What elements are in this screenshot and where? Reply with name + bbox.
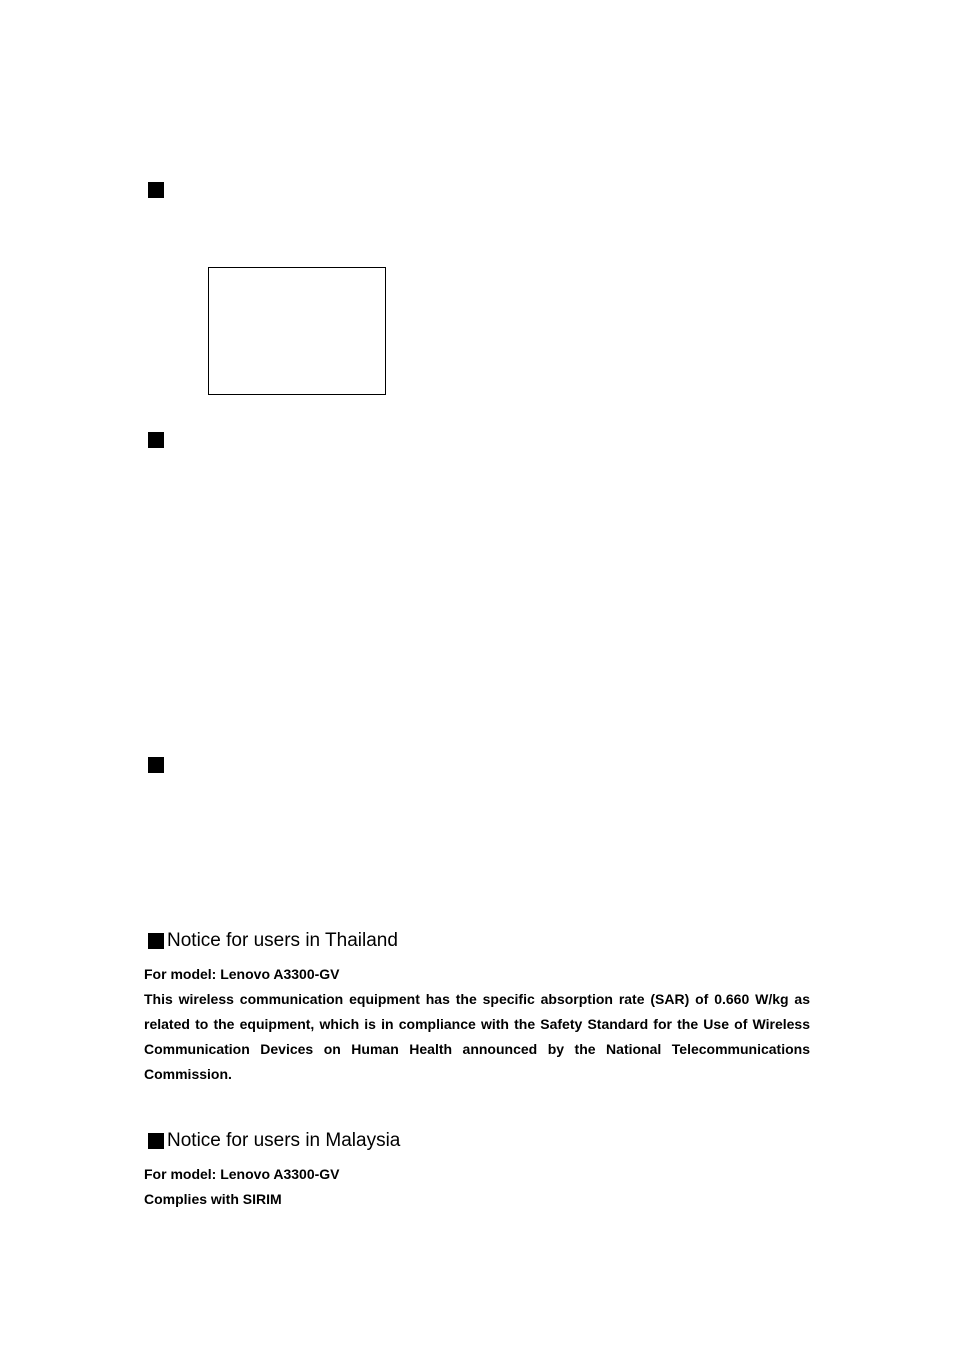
malaysia-notice-section bbox=[144, 1128, 810, 1212]
empty-image-frame bbox=[208, 267, 386, 395]
bullet-marker-1 bbox=[148, 182, 164, 198]
thailand-notice-heading bbox=[144, 928, 810, 954]
thailand-body-text: This wireless communication equipment has the specific absorption rate (SAR) of 0.660 W/kg as related to the equipment, which is in compliance with the Safety Standard for the Use of Wireless Communication Devices on Human Health announced by the National Telecommunications Commission. bbox=[144, 991, 810, 1082]
bullet-marker-3 bbox=[148, 757, 164, 773]
thailand-notice-section bbox=[144, 928, 810, 1087]
malaysia-body-text: Complies with SIRIM bbox=[144, 1191, 282, 1207]
thailand-model-line: For model: Lenovo A3300-GV bbox=[144, 966, 340, 982]
malaysia-notice-heading bbox=[144, 1128, 810, 1154]
malaysia-heading-text: Notice for users in Malaysia bbox=[167, 1130, 401, 1151]
malaysia-model-line: For model: Lenovo A3300-GV bbox=[144, 1166, 340, 1182]
thailand-heading-text: Notice for users in Thailand bbox=[167, 930, 398, 951]
bullet-marker-2 bbox=[148, 432, 164, 448]
square-bullet-icon bbox=[148, 933, 164, 949]
square-bullet-icon bbox=[148, 1133, 164, 1149]
